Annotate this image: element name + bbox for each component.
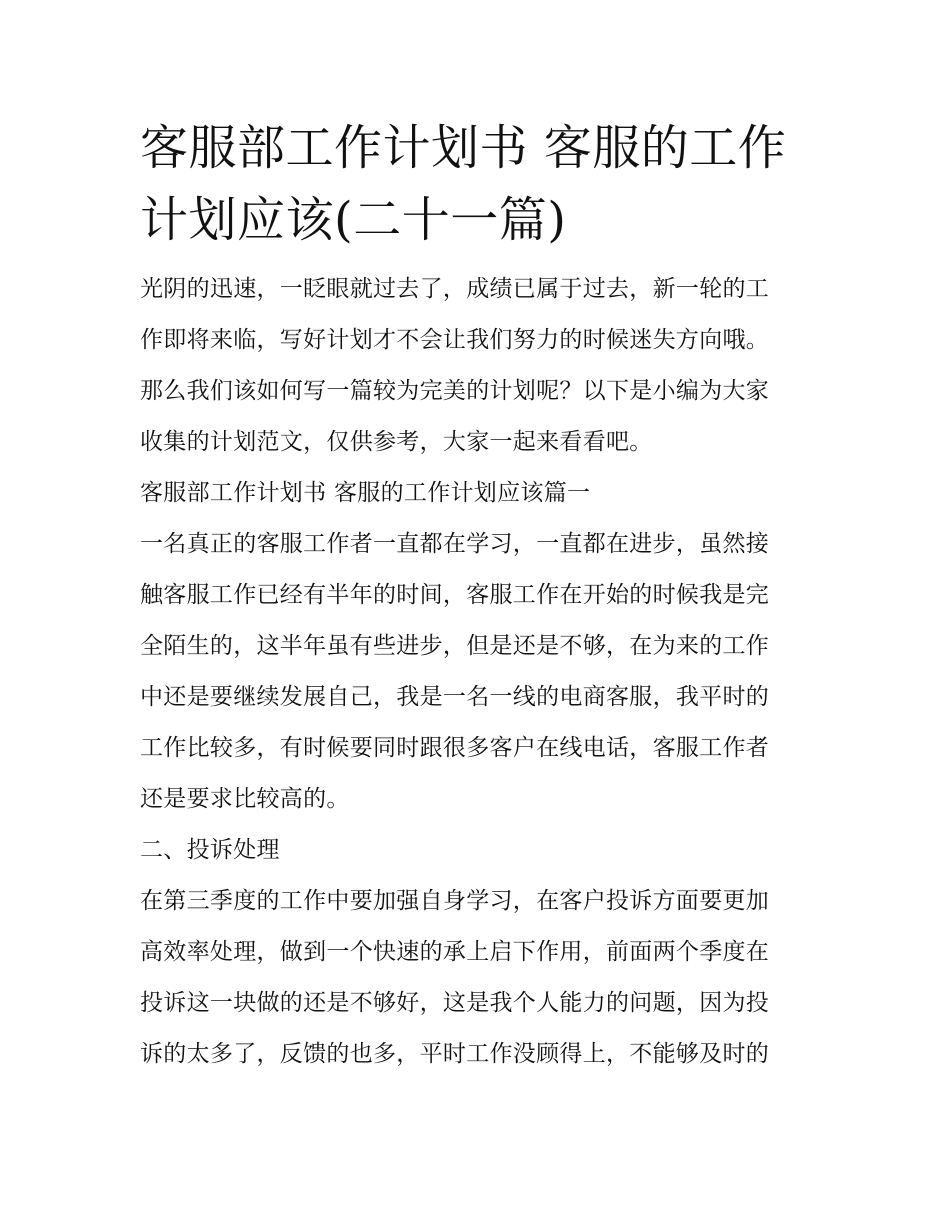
- title-line-2: 计划应该(二十一篇): [140, 192, 567, 248]
- text-line: 工作比较多，有时候要同时跟很多客户在线电话，客服工作者: [140, 735, 770, 761]
- text-line: 光阴的迅速，一眨眼就过去了，成绩已属于过去，新一轮的工: [140, 276, 770, 302]
- document-title: [140, 112, 812, 256]
- text-line: 收集的计划范文，仅供参考，大家一起来看看吧。: [140, 429, 653, 455]
- text-line: 诉的太多了，反馈的也多，平时工作没顾得上，不能够及时的: [140, 1041, 770, 1067]
- intro-paragraph: [140, 264, 812, 468]
- text-line: 投诉这一块做的还是不够好，这是我个人能力的问题，因为投: [140, 990, 770, 1016]
- title-line-1: 客服部工作计划书 客服的工作: [140, 120, 787, 176]
- section-1-paragraph: [140, 519, 812, 825]
- text-line: 还是要求比较高的。: [140, 786, 350, 812]
- document-body: [140, 264, 812, 1080]
- document-content: [140, 112, 812, 1080]
- text-line: 一名真正的客服工作者一直都在学习，一直都在进步，虽然接: [140, 531, 770, 557]
- section-2-paragraph: [140, 876, 812, 1080]
- text-line: 那么我们该如何写一篇较为完美的计划呢？以下是小编为大家: [140, 378, 770, 404]
- text-line: 全陌生的，这半年虽有些进步，但是还是不够，在为来的工作: [140, 633, 770, 659]
- section-2-heading: 二、投诉处理: [140, 837, 280, 863]
- text-line: 在第三季度的工作中要加强自身学习，在客户投诉方面要更加: [140, 888, 770, 914]
- text-line: 作即将来临，写好计划才不会让我们努力的时候迷失方向哦。: [140, 327, 770, 353]
- section-1-heading: 客服部工作计划书 客服的工作计划应该篇一: [140, 480, 591, 506]
- text-line: 高效率处理，做到一个快速的承上启下作用，前面两个季度在: [140, 939, 770, 965]
- text-line: 触客服工作已经有半年的时间，客服工作在开始的时候我是完: [140, 582, 770, 608]
- text-line: 中还是要继续发展自己，我是一名一线的电商客服，我平时的: [140, 684, 770, 710]
